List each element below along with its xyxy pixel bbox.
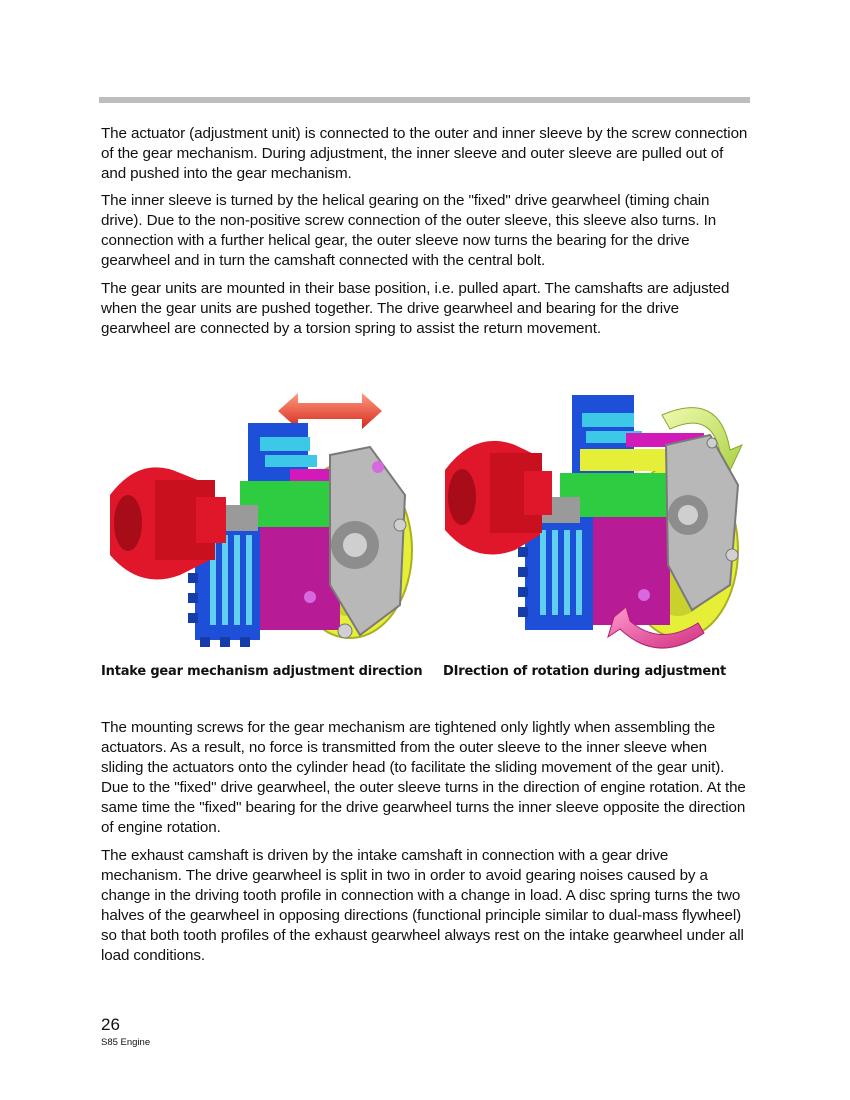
top-rule: [99, 97, 750, 103]
caption-rotation-direction: DIrection of rotation during adjustment: [443, 664, 727, 679]
rotation-direction-illustration: [430, 385, 750, 655]
paragraph-exhaust-camshaft: The exhaust camshaft is driven by the intake camshaft in connection with a gear drive mechanism. The drive gearwheel is split in two in order to avoid gearing noises caused by a change in the driving tooth profile in connection with a change in load. A disc spring turns the two halves of the gearwheel in opposing directions (functional principle similar to dual-mass flywheel) so that both tooth profiles of the exhaust gearwheel always rest on the intake gearwheel under all load conditions.: [101, 847, 744, 964]
bearing: [250, 515, 340, 630]
paragraph-gear-units: The gear units are mounted in their base position, i.e. pulled apart. The camshafts are adjusted when the gear units are pushed together. The drive gearwheel and bearing for the drive gearwheel are connected by a torsion spring to assist the return movement.: [101, 280, 730, 337]
paragraph-mounting-screws: The mounting screws for the gear mechanism are tightened only lightly when assembling the actuators. As a result, no force is transmitted from the outer sleeve to the inner sleeve when sliding the actuators onto the cylinder head (to facilitate the sliding movement of the gear unit). Due to the "fixed" drive gearwheel, the outer sleeve turns in the direction of engine rotation. At the same time the "fixed" bearing for the drive gearwheel turns the inner sleeve opposite the direction of engine rotation.: [101, 719, 746, 836]
caption-intake-adjustment: Intake gear mechanism adjustment direction: [101, 664, 423, 679]
page-number: 26: [101, 1015, 120, 1034]
paragraph-actuator: The actuator (adjustment unit) is connected to the outer and inner sleeve by the screw connection of the gear mechanism. During adjustment, the inner sleeve and outer sleeve are pulled out of and pushed into the gear mechanism.: [101, 125, 748, 182]
paragraph-inner-sleeve: The inner sleeve is turned by the helical gearing on the "fixed" drive gearwheel (timing chain drive). Due to the non-positive screw connection of the outer sleeve, this sleeve also turns. In connection with a further helical gear, the outer sleeve now turns the bearing for the drive gearwheel and in turn the camshaft connected with the central bolt.: [101, 192, 717, 269]
bearing: [590, 505, 670, 625]
footer-title: S85 Engine: [101, 1037, 151, 1048]
intake-gear-mechanism-illustration: [100, 385, 420, 655]
